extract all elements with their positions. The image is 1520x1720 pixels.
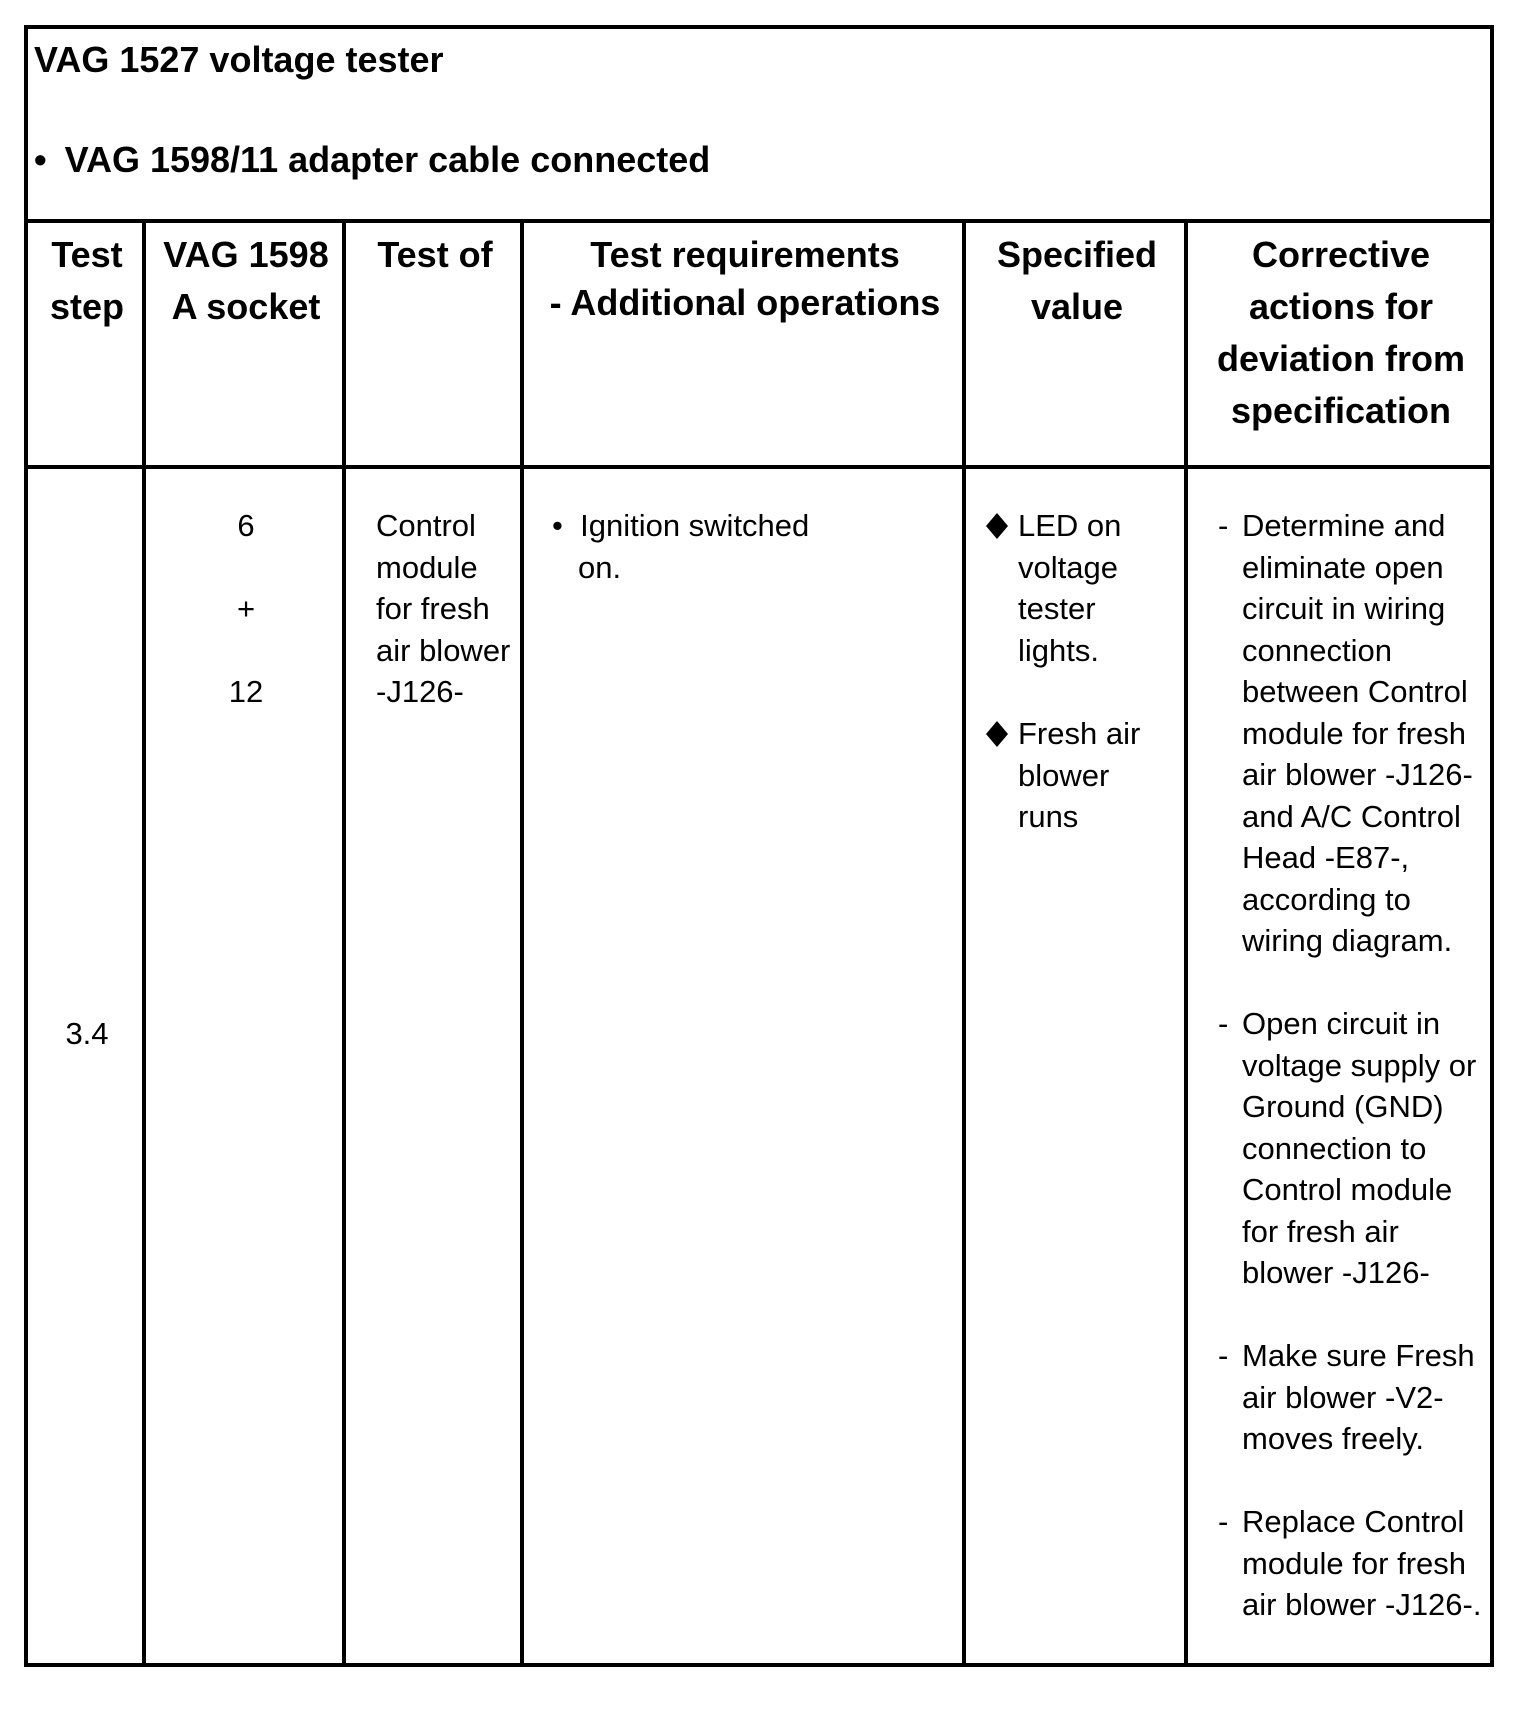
text-line: blower: [1018, 757, 1110, 793]
diamond-bullet-icon: [986, 505, 1014, 539]
text-line: blower -J126-: [1242, 1255, 1430, 1290]
dash-bullet: -: [1218, 1006, 1229, 1041]
text-line: Ignition switched: [580, 508, 810, 543]
header-socket: [146, 223, 346, 465]
text-line: circuit in wiring: [1242, 591, 1446, 626]
diamond-bullet-icon: [986, 713, 1014, 747]
header-line: Specified: [996, 234, 1158, 275]
requirement-item: [552, 505, 809, 588]
header-test-requirements: [524, 223, 966, 465]
column-test-requirements: [524, 223, 966, 1663]
header-line: specification: [1230, 390, 1452, 431]
header-specified-value: [966, 223, 1188, 465]
dash-bullet: -: [1218, 1504, 1229, 1539]
adapter-note-text: VAG 1598/11 adapter cable connected: [64, 139, 711, 180]
column-divider: [142, 223, 146, 1663]
column-corrective-actions: [1188, 223, 1494, 1663]
text-line: air blower -V2-: [1242, 1379, 1444, 1415]
text-line: for fresh: [376, 591, 490, 626]
column-test-step: [28, 223, 146, 1663]
header-line: value: [1030, 286, 1124, 327]
bullet-icon: •: [552, 508, 563, 543]
text-line: and A/C Control: [1242, 798, 1461, 834]
header-line: Test requirements: [590, 234, 900, 275]
text-line: Determine and: [1242, 508, 1446, 543]
text-line: connection: [1242, 632, 1392, 668]
column-divider: [342, 223, 346, 1663]
text-line: air blower: [376, 632, 511, 668]
text-line: eliminate open: [1242, 549, 1444, 585]
text-line: wiring diagram.: [1242, 923, 1453, 958]
text-line: for fresh air: [1242, 1213, 1399, 1249]
column-divider: [962, 223, 966, 1663]
header-test-step: [28, 223, 146, 465]
header-line: actions for: [1248, 286, 1434, 327]
text-line: tester: [1018, 591, 1096, 626]
header-line: deviation from: [1216, 338, 1466, 379]
socket-plus: +: [236, 591, 256, 626]
header-line: Test of: [377, 234, 493, 275]
test-table: [24, 25, 1494, 1667]
header-line: VAG 1598: [163, 234, 329, 275]
text-line: lights.: [1018, 632, 1099, 668]
text-line: runs: [1018, 799, 1079, 834]
text-line: module: [376, 549, 478, 585]
dash-bullet: -: [1218, 1338, 1229, 1373]
column-divider: [1184, 223, 1188, 1663]
text-line: moves freely.: [1242, 1421, 1425, 1456]
text-line: Replace Control: [1242, 1504, 1465, 1539]
test-step-value: 3.4: [65, 1016, 109, 1051]
text-line: Control: [376, 508, 476, 543]
column-divider: [520, 223, 524, 1663]
text-line: voltage supply or: [1242, 1047, 1477, 1083]
text-line: LED on: [1018, 508, 1122, 543]
header-line: Test: [51, 234, 123, 275]
text-line: -J126-: [376, 674, 464, 709]
socket-value: 6: [237, 508, 255, 543]
text-line: Control module: [1242, 1172, 1453, 1207]
test-of-value: [376, 505, 516, 713]
text-line: module for fresh: [1242, 715, 1466, 751]
text-line: Fresh air: [1018, 716, 1141, 751]
socket-value: 12: [228, 674, 264, 709]
header-test-of: [346, 223, 524, 465]
text-line: module for fresh: [1242, 1545, 1466, 1581]
bullet-icon: •: [34, 139, 47, 180]
header-additional-operations: - Additional operations: [549, 282, 941, 323]
text-line: Ground (GND): [1242, 1089, 1444, 1124]
header-line: step: [49, 286, 125, 327]
text-line: connection to: [1242, 1130, 1427, 1166]
header-divider: [28, 465, 1490, 469]
adapter-note: [34, 139, 710, 181]
text-line: on.: [578, 549, 622, 585]
text-line: Open circuit in: [1242, 1006, 1441, 1041]
text-line: between Control: [1242, 674, 1468, 709]
dash-bullet: -: [1218, 508, 1229, 543]
text-line: air blower -J126-.: [1242, 1587, 1482, 1622]
tool-title: VAG 1527 voltage tester: [34, 39, 444, 80]
text-line: Make sure Fresh: [1242, 1338, 1475, 1373]
text-line: according to: [1242, 881, 1411, 917]
column-specified-value: [966, 223, 1188, 1663]
header-corrective-actions: [1188, 223, 1494, 465]
header-line: A socket: [171, 286, 321, 327]
text-line: air blower -J126-: [1242, 757, 1473, 792]
text-line: voltage: [1018, 549, 1118, 585]
text-line: Head -E87-,: [1242, 840, 1410, 875]
column-socket: [146, 223, 346, 1663]
info-block: [28, 29, 1490, 223]
column-test-of: [346, 223, 524, 1663]
header-line: Corrective: [1251, 234, 1431, 275]
